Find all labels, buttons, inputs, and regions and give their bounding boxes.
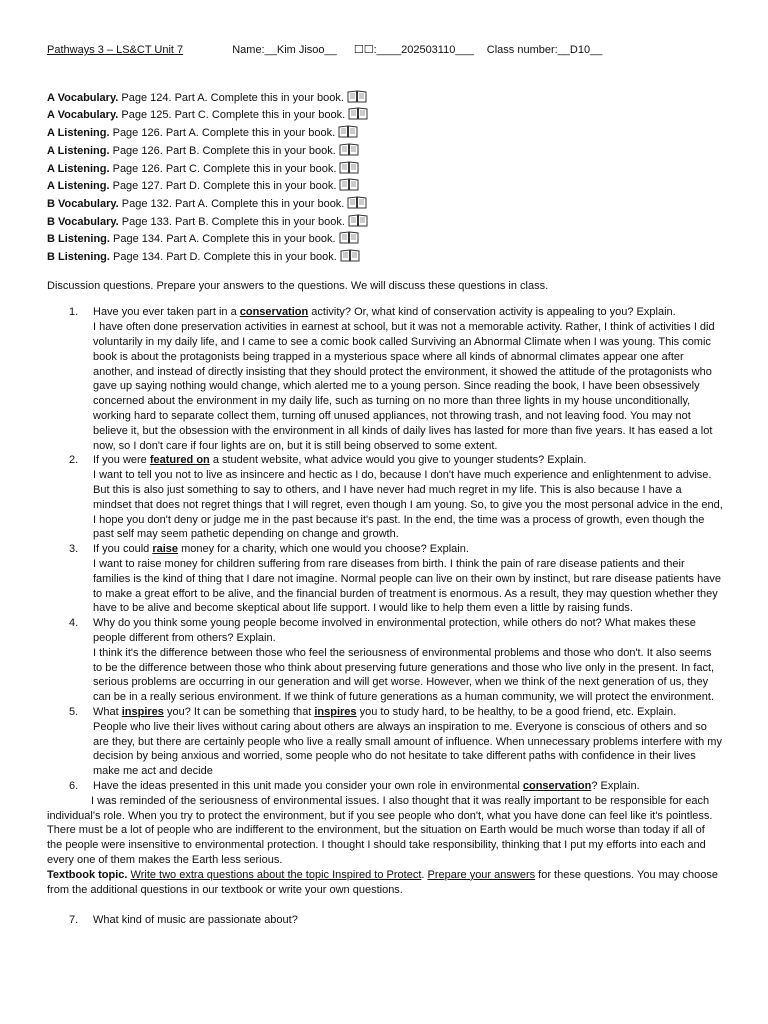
task-section: A Listening. xyxy=(47,127,110,140)
task-text: Page 126. Part B. Complete this in your book. xyxy=(109,144,336,157)
discussion-intro: Discussion questions. Prepare your answers to the questions. We will discuss these questions in class. xyxy=(47,279,549,292)
answer-text: I have often done preservation activities in earnest at school, but it was not a memorable activity. Rather, I think of activities I did voluntarily in my daily life, and I came to see a comic book called Surviving an Abnormal Climate when I was young. This comic book is about the protagonists being trapped in a mysterious space where all kinds of abnormal climates appear one after another, and instead of directly insisting that they should protect the environment, it showed the attitude of the protagonists who gave up saying nothing would change, which alerted me to a young person. Since reading the book, I have been obsessively concerned about the environment in my daily life, such as turning on no more than three lights in my house unconditionally, working hard to separate collect them, turning off unused appliances, not throwing trash, and not leaving food. You may not believe it, but the obsession with the environment in all kinds of daily lives has lasted for more than five years. It has eased a lot now, so I don't care if four lights are on, but it is still being observed to some extent. xyxy=(93,321,715,452)
task-text: Page 124. Part A. Complete this in your book. xyxy=(118,91,344,104)
question-text: Have the ideas presented in this unit made you consider your own role in environmental conservation? Explain. xyxy=(93,779,640,792)
task-item xyxy=(47,249,723,267)
question-text: Have you ever taken part in a conservation activity? Or, what kind of conservation activity is appealing to you? Explain. xyxy=(93,306,676,319)
task-text: Page 125. Part C. Complete this in your book. xyxy=(118,109,346,122)
student-id-value: ____202503110___ xyxy=(376,44,474,56)
keyword: raise xyxy=(152,543,179,556)
question-number: 6. xyxy=(69,779,79,792)
open-book-icon xyxy=(340,249,360,269)
question-text: What kind of music are passionate about? xyxy=(93,914,298,927)
task-list xyxy=(47,90,723,267)
task-section: B Listening. xyxy=(47,250,110,263)
question-item xyxy=(47,913,723,928)
task-text: Page 126. Part C. Complete this in your book. xyxy=(109,162,337,175)
name-field xyxy=(232,43,337,58)
course-title: Pathways 3 – LS&CT Unit 7 xyxy=(47,44,184,56)
question-number: 1. xyxy=(69,306,79,319)
question-text: If you were featured on a student website, what advice would you give to younger students? Explain. xyxy=(93,454,587,467)
task-section: B Vocabulary. xyxy=(47,215,119,228)
question-number: 3. xyxy=(69,543,79,556)
task-item xyxy=(47,178,723,196)
task-text: Page 126. Part A. Complete this in your book. xyxy=(109,127,336,140)
task-section: A Vocabulary. xyxy=(47,91,119,104)
task-section: A Listening. xyxy=(47,144,110,157)
textbook-topic-label: Textbook topic. xyxy=(47,868,128,881)
keyword: inspires xyxy=(121,705,164,718)
question-text: If you could raise money for a charity, which one would you choose? Explain. xyxy=(93,543,469,556)
question-item xyxy=(47,305,723,453)
student-id-label: ☐☐: xyxy=(353,44,377,56)
question-list xyxy=(47,305,723,867)
question-item xyxy=(47,542,723,616)
task-text: Page 134. Part A. Complete this in your book. xyxy=(109,233,336,246)
question-text: Why do you think some young people become involved in environmental protection, while others do not? What makes these people different from others? Explain. xyxy=(93,617,696,644)
task-item xyxy=(47,196,723,214)
task-text: Page 132. Part A. Complete this in your book. xyxy=(118,197,345,210)
task-item xyxy=(47,161,723,179)
task-text: Page 133. Part B. Complete this in your book. xyxy=(118,215,345,228)
question-number: 7. xyxy=(69,914,79,927)
worksheet-header xyxy=(47,43,723,58)
answer-text: People who live their lives without caring about others are always an inspiration to me. Everyone is conscious of others and so are they, but there are certainly people who live a really small amount of influence. When unnecessary problems interfere with my decision by being anxious and worried, some people who do not hesitate to take different paths with confidence in their lives make me act and decide xyxy=(93,720,722,778)
answer-text: I think it's the difference between those who feel the seriousness of environmental problems and those who don't. It also seems to be the difference between those who think about preserving future generations and those who live only in the present. In fact, serious problems are occurring in our generation and will get worse. However, when we think of the next generation of us, they can be in a really serious environment. If we think of future generations as a human community, we will protect the environment. xyxy=(93,646,715,704)
task-item xyxy=(47,214,723,232)
task-section: B Vocabulary. xyxy=(47,197,119,210)
keyword: conservation xyxy=(522,779,592,792)
keyword: inspires xyxy=(314,705,357,718)
task-text: Page 127. Part D. Complete this in your book. xyxy=(109,180,337,193)
question-item xyxy=(47,779,723,794)
question-number: 5. xyxy=(69,705,79,718)
answer-text: I want to raise money for children suffering from rare diseases from birth. I think the pain of rare disease patients and their families is the kind of thing that I dare not imagine. Normal people can live on their own by instinct, but rare disease patients have to make a great effort to be alive, and the financial burden of treatment is enormous. As a result, they may question whether they have to be alive and become skeptical about life support. I would like to help them even a little by raising funds. xyxy=(93,558,721,615)
student-id-field xyxy=(354,43,474,58)
answer-text: I was reminded of the seriousness of environmental issues. I also thought that it was really important to be responsible for each individual's role. When you try to protect the environment, but if you see people who don't, what you have done can feel like it's pointless. There must be a lot of people who are indifferent to the environment, but the situation on Earth would be much worse than today if all of the people were insensitive to environmental protection. I thought I should take responsibility, thinking that I put my efforts into each and every one of them makes the Earth less serious. xyxy=(47,794,713,866)
textbook-task-1: Write two extra questions about the topic Inspired to Protect xyxy=(130,868,422,881)
class-number-label: Class number: xyxy=(486,44,558,56)
task-text: Page 134. Part D. Complete this in your book. xyxy=(109,250,337,263)
question-number: 2. xyxy=(69,454,79,467)
task-item xyxy=(47,143,723,161)
name-value: __Kim Jisoo__ xyxy=(264,44,337,56)
task-item xyxy=(47,90,723,108)
task-item xyxy=(47,107,723,125)
class-number-value: __D10__ xyxy=(557,44,603,56)
task-section: B Listening. xyxy=(47,233,110,246)
textbook-topic: Textbook topic. Write two extra questions about the topic Inspired to Protect. Prepare your answers for these questions. You may choose from the additional questions in our textbook or write your own questions. xyxy=(47,868,718,896)
question-item xyxy=(47,705,723,779)
name-label: Name: xyxy=(232,44,265,56)
task-item xyxy=(47,125,723,143)
answer-text: I want to tell you not to live as insincere and hectic as I do, because I don't have much experience and enlightenment to advise. But this is also just something to say to others, and I have never had much regret in my life. This is also because I have a mindset that does not regret things that I will regret, even though I am young. So, to give you the most personal advice in the end, I hope you don't deny or judge me in the past because it's past. In the end, the time was a process of growth, even though the past self may seem pathetic depending on change and growth. xyxy=(93,469,723,541)
task-section: A Vocabulary. xyxy=(47,109,119,122)
keyword: featured on xyxy=(149,454,210,467)
task-section: A Listening. xyxy=(47,162,110,175)
worksheet-page xyxy=(47,43,723,928)
question-item xyxy=(47,453,723,542)
class-number-field xyxy=(487,43,603,58)
question-item xyxy=(47,616,723,705)
question-number: 4. xyxy=(69,617,79,630)
keyword: conservation xyxy=(239,306,309,319)
task-section: A Listening. xyxy=(47,180,110,193)
textbook-task-2: Prepare your answers xyxy=(427,868,536,881)
question-text: What inspires you? It can be something that inspires you to study hard, to be healthy, to be a good friend, etc. Explain. xyxy=(93,705,677,718)
task-item xyxy=(47,231,723,249)
